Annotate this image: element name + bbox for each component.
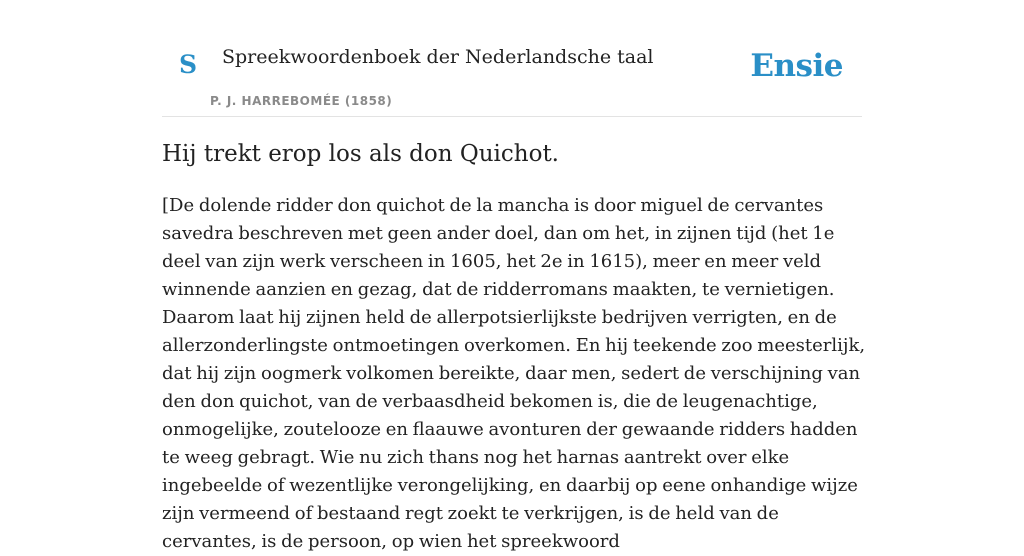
book-title[interactable]: Spreekwoordenboek der Nederlandsche taal [222,46,654,68]
book-author: P. J. HARREBOMÉE (1858) [210,94,393,108]
entry-body: [De dolende ridder don quichot de la mancha is door miguel de cervantes savedra beschreven met geen ander doel, dan om het, in zijnen tijd (het 1e deel van zijn werk verscheen in 1605, het 2e in 1615), meer en meer veld winnende aanzien en gezag, dat de ridderromans maakten, te vernietigen. Daarom laat hij zijnen held de allerpotsierlijkste bedrijven verrigten, en de allerzonderlingste ontmoetingen overkomen. En hij teekende zoo meesterlijk, dat hij zijn oogmerk volkomen bereikte, daar men, sedert de verschijning van den don quichot, van de verbaasdheid bekomen is, die de leugenachtige, onmogelijke, zoutelooze en flaauwe avonturen der gewaande ridders hadden te weeg gebragt. Wie nu zich thans nog het harnas aantrekt over elke ingebeelde of wezentlijke verongelijking, en daarbij op eene onhandige wijze zijn vermeend of bestaand regt zoekt te verkrijgen, is de held van de cervantes, is de persoon, op wien het spreekwoord [162,195,866,552]
entry-title: Hij trekt erop los als don Quichot. [162,141,559,167]
ensie-logo[interactable]: Ensie [750,48,843,84]
header [162,0,862,117]
book-icon[interactable]: S [179,50,198,79]
